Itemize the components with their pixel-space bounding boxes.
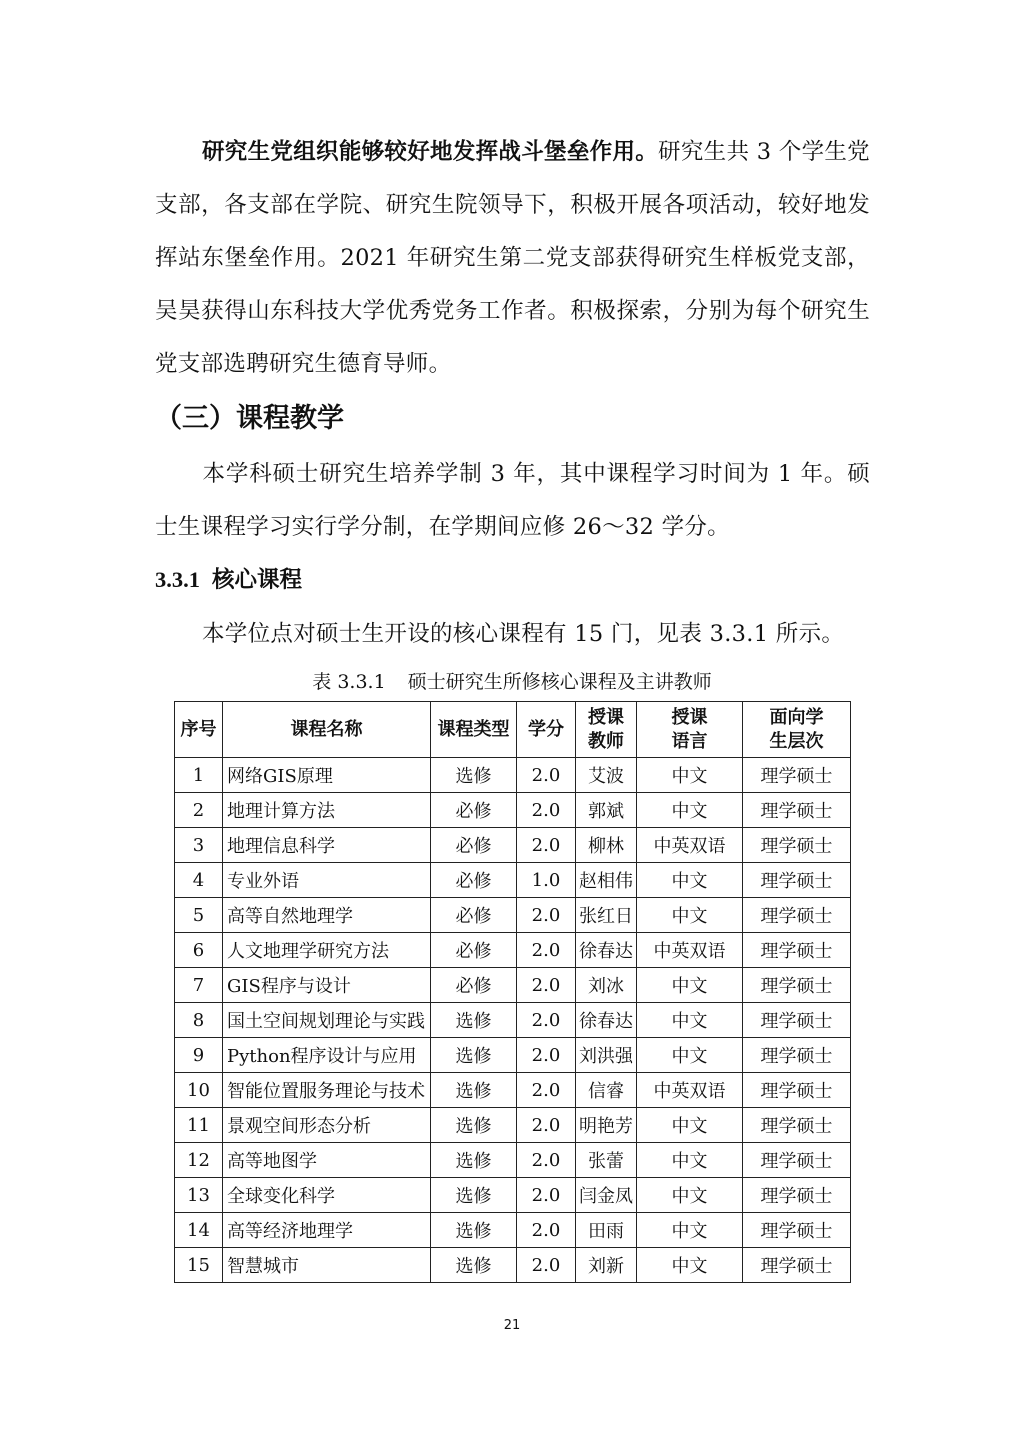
cell-language: 中英双语 bbox=[637, 1073, 743, 1108]
cell-course-name: 高等经济地理学 bbox=[223, 1213, 431, 1248]
section-heading: （三）课程教学 bbox=[155, 403, 344, 434]
cell-course-name: 智能位置服务理论与技术 bbox=[223, 1073, 431, 1108]
header-level-line1: 面向学 bbox=[769, 706, 824, 728]
header-course-type: 课程类型 bbox=[431, 702, 517, 758]
cell-student-level: 理学硕士 bbox=[743, 1143, 851, 1178]
paragraph-body: 本学位点对硕士生开设的核心课程有 15 门，见表 3.3.1 所示。 bbox=[202, 621, 845, 647]
table-caption bbox=[0, 667, 1024, 694]
cell-seq: 7 bbox=[175, 968, 223, 1003]
cell-course-type: 选修 bbox=[431, 1178, 517, 1213]
cell-student-level: 理学硕士 bbox=[743, 863, 851, 898]
table-row bbox=[175, 793, 851, 828]
cell-credit: 1.0 bbox=[517, 863, 576, 898]
cell-credit: 2.0 bbox=[517, 1108, 576, 1143]
table-header-row bbox=[175, 702, 851, 758]
cell-seq: 11 bbox=[175, 1108, 223, 1143]
cell-seq: 9 bbox=[175, 1038, 223, 1073]
cell-course-name: GIS程序与设计 bbox=[223, 968, 431, 1003]
cell-student-level: 理学硕士 bbox=[743, 1248, 851, 1283]
cell-language: 中文 bbox=[637, 1143, 743, 1178]
cell-language: 中文 bbox=[637, 898, 743, 933]
cell-student-level: 理学硕士 bbox=[743, 1003, 851, 1038]
cell-student-level: 理学硕士 bbox=[743, 1213, 851, 1248]
cell-teacher: 张红日 bbox=[576, 898, 637, 933]
cell-course-type: 必修 bbox=[431, 793, 517, 828]
cell-credit: 2.0 bbox=[517, 1213, 576, 1248]
cell-student-level: 理学硕士 bbox=[743, 1178, 851, 1213]
cell-credit: 2.0 bbox=[517, 828, 576, 863]
cell-course-name: 网络GIS原理 bbox=[223, 758, 431, 793]
table-caption-number: 表 3.3.1 bbox=[312, 671, 386, 693]
cell-course-type: 必修 bbox=[431, 828, 517, 863]
header-teacher bbox=[576, 702, 637, 758]
cell-seq: 6 bbox=[175, 933, 223, 968]
paragraph-lead-bold: 研究生党组织能够较好地发挥战斗堡垒作用。 bbox=[202, 139, 659, 165]
page-number: 21 bbox=[503, 1318, 521, 1333]
cell-student-level: 理学硕士 bbox=[743, 1073, 851, 1108]
cell-course-type: 必修 bbox=[431, 898, 517, 933]
cell-student-level: 理学硕士 bbox=[743, 1038, 851, 1073]
cell-course-name: 人文地理学研究方法 bbox=[223, 933, 431, 968]
table-body bbox=[175, 758, 851, 1283]
header-student-level bbox=[743, 702, 851, 758]
cell-teacher: 刘冰 bbox=[576, 968, 637, 1003]
paragraph-body: 本学科硕士研究生培养学制 3 年，其中课程学习时间为 1 年。硕士生课程学习实行学分制，在学期间应修 26～32 学分。 bbox=[155, 461, 870, 540]
cell-student-level: 理学硕士 bbox=[743, 828, 851, 863]
cell-credit: 2.0 bbox=[517, 1073, 576, 1108]
cell-course-type: 选修 bbox=[431, 1038, 517, 1073]
table-row bbox=[175, 1213, 851, 1248]
header-teacher-line1: 授课 bbox=[588, 706, 624, 728]
cell-seq: 3 bbox=[175, 828, 223, 863]
cell-course-type: 必修 bbox=[431, 863, 517, 898]
paragraph-party-organization bbox=[155, 126, 870, 391]
cell-teacher: 闫金凤 bbox=[576, 1178, 637, 1213]
cell-teacher: 艾波 bbox=[576, 758, 637, 793]
cell-teacher: 徐春达 bbox=[576, 933, 637, 968]
cell-language: 中文 bbox=[637, 758, 743, 793]
paragraph-curriculum bbox=[155, 448, 870, 554]
cell-course-type: 选修 bbox=[431, 1143, 517, 1178]
cell-teacher: 郭斌 bbox=[576, 793, 637, 828]
header-level-line2: 生层次 bbox=[769, 730, 824, 752]
cell-language: 中英双语 bbox=[637, 828, 743, 863]
header-language-line2: 语言 bbox=[671, 730, 708, 752]
cell-teacher: 田雨 bbox=[576, 1213, 637, 1248]
cell-credit: 2.0 bbox=[517, 1248, 576, 1283]
cell-seq: 1 bbox=[175, 758, 223, 793]
cell-teacher: 信睿 bbox=[576, 1073, 637, 1108]
cell-student-level: 理学硕士 bbox=[743, 1108, 851, 1143]
cell-teacher: 柳林 bbox=[576, 828, 637, 863]
cell-credit: 2.0 bbox=[517, 1178, 576, 1213]
cell-language: 中文 bbox=[637, 1213, 743, 1248]
cell-course-name: 高等自然地理学 bbox=[223, 898, 431, 933]
table-row bbox=[175, 1248, 851, 1283]
cell-course-name: 全球变化科学 bbox=[223, 1178, 431, 1213]
cell-course-type: 选修 bbox=[431, 758, 517, 793]
cell-seq: 12 bbox=[175, 1143, 223, 1178]
cell-course-type: 必修 bbox=[431, 933, 517, 968]
cell-course-type: 选修 bbox=[431, 1213, 517, 1248]
cell-teacher: 刘新 bbox=[576, 1248, 637, 1283]
cell-language: 中文 bbox=[637, 1038, 743, 1073]
header-language-line1: 授课 bbox=[671, 706, 708, 728]
cell-credit: 2.0 bbox=[517, 1143, 576, 1178]
cell-course-type: 选修 bbox=[431, 1073, 517, 1108]
cell-credit: 2.0 bbox=[517, 1038, 576, 1073]
cell-student-level: 理学硕士 bbox=[743, 793, 851, 828]
header-seq: 序号 bbox=[175, 702, 223, 758]
table-row bbox=[175, 828, 851, 863]
cell-teacher: 赵相伟 bbox=[576, 863, 637, 898]
cell-student-level: 理学硕士 bbox=[743, 758, 851, 793]
cell-course-type: 必修 bbox=[431, 968, 517, 1003]
table-row bbox=[175, 758, 851, 793]
cell-student-level: 理学硕士 bbox=[743, 933, 851, 968]
table-row bbox=[175, 863, 851, 898]
cell-credit: 2.0 bbox=[517, 968, 576, 1003]
header-teacher-line2: 教师 bbox=[588, 730, 624, 752]
cell-language: 中文 bbox=[637, 863, 743, 898]
cell-course-name: 专业外语 bbox=[223, 863, 431, 898]
cell-credit: 2.0 bbox=[517, 793, 576, 828]
cell-course-name: Python程序设计与应用 bbox=[223, 1038, 431, 1073]
cell-course-name: 国土空间规划理论与实践 bbox=[223, 1003, 431, 1038]
table-row bbox=[175, 968, 851, 1003]
table-row bbox=[175, 1003, 851, 1038]
cell-teacher: 刘洪强 bbox=[576, 1038, 637, 1073]
cell-teacher: 徐春达 bbox=[576, 1003, 637, 1038]
cell-credit: 2.0 bbox=[517, 898, 576, 933]
cell-seq: 15 bbox=[175, 1248, 223, 1283]
paragraph-body: 研究生共 3 个学生党支部，各支部在学院、研究生院领导下，积极开展各项活动，较好地发挥站东堡垒作用。2021 年研究生第二党支部获得研究生样板党支部，吴昊获得山东科技大学优秀党务工作者。积极探索，分别为每个研究生党支部选聘研究生德育导师。 bbox=[155, 139, 870, 377]
table-row bbox=[175, 1038, 851, 1073]
cell-seq: 2 bbox=[175, 793, 223, 828]
cell-course-name: 地理计算方法 bbox=[223, 793, 431, 828]
cell-language: 中英双语 bbox=[637, 933, 743, 968]
cell-student-level: 理学硕士 bbox=[743, 968, 851, 1003]
cell-teacher: 明艳芳 bbox=[576, 1108, 637, 1143]
cell-course-name: 景观空间形态分析 bbox=[223, 1108, 431, 1143]
core-courses-table bbox=[174, 701, 851, 1283]
table-row bbox=[175, 1178, 851, 1213]
cell-seq: 5 bbox=[175, 898, 223, 933]
cell-teacher: 张蕾 bbox=[576, 1143, 637, 1178]
table-row bbox=[175, 933, 851, 968]
cell-seq: 14 bbox=[175, 1213, 223, 1248]
cell-course-name: 智慧城市 bbox=[223, 1248, 431, 1283]
cell-course-name: 高等地图学 bbox=[223, 1143, 431, 1178]
cell-course-type: 选修 bbox=[431, 1003, 517, 1038]
cell-seq: 13 bbox=[175, 1178, 223, 1213]
cell-language: 中文 bbox=[637, 1178, 743, 1213]
cell-credit: 2.0 bbox=[517, 1003, 576, 1038]
cell-language: 中文 bbox=[637, 1003, 743, 1038]
cell-language: 中文 bbox=[637, 1248, 743, 1283]
header-credit: 学分 bbox=[517, 702, 576, 758]
cell-credit: 2.0 bbox=[517, 933, 576, 968]
header-course-name: 课程名称 bbox=[223, 702, 431, 758]
table-row bbox=[175, 1073, 851, 1108]
cell-seq: 4 bbox=[175, 863, 223, 898]
cell-seq: 8 bbox=[175, 1003, 223, 1038]
subsection-number: 3.3.1 bbox=[155, 567, 200, 592]
cell-language: 中文 bbox=[637, 793, 743, 828]
subsection-heading bbox=[155, 562, 302, 594]
table-row bbox=[175, 1108, 851, 1143]
subsection-title: 核心课程 bbox=[212, 567, 303, 593]
cell-course-type: 选修 bbox=[431, 1108, 517, 1143]
cell-language: 中文 bbox=[637, 1108, 743, 1143]
cell-seq: 10 bbox=[175, 1073, 223, 1108]
cell-credit: 2.0 bbox=[517, 758, 576, 793]
paragraph-core-courses bbox=[155, 608, 870, 661]
table-row bbox=[175, 1143, 851, 1178]
cell-student-level: 理学硕士 bbox=[743, 898, 851, 933]
cell-course-name: 地理信息科学 bbox=[223, 828, 431, 863]
table-row bbox=[175, 898, 851, 933]
header-language bbox=[637, 702, 743, 758]
cell-course-type: 选修 bbox=[431, 1248, 517, 1283]
table-caption-title: 硕士研究生所修核心课程及主讲教师 bbox=[407, 671, 712, 693]
cell-language: 中文 bbox=[637, 968, 743, 1003]
